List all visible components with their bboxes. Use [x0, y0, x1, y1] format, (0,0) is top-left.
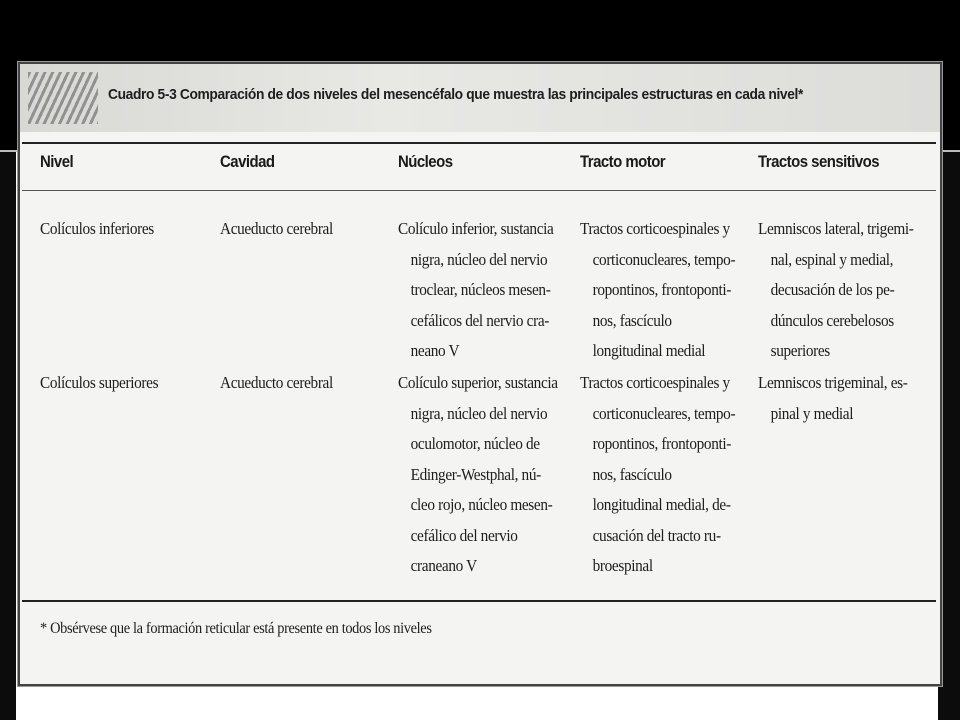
row2-nivel — [40, 368, 171, 399]
header-rule — [22, 190, 936, 191]
row2-nucleos-line: oculomotor, núcleo de — [410, 434, 540, 453]
row1-tractos-sensitivos — [758, 214, 936, 367]
row1-tractos-sensitivos-line: superiores — [770, 341, 830, 360]
row2-tractos-sensitivos-line: pinal y medial — [770, 403, 854, 423]
slide-rule-left — [0, 150, 20, 152]
row1-tractos-sensitivos-line: decusación de los pe- — [770, 280, 895, 299]
row2-nucleos-line: nigra, núcleo del nervio — [410, 403, 548, 423]
row2-nucleos-line: Colículo superior, sustancia — [398, 373, 558, 392]
row2-tracto-motor-line: broespinal — [592, 556, 653, 575]
row1-nucleos — [398, 214, 576, 367]
row1-nucleos-line: Colículo inferior, sustancia — [398, 219, 554, 238]
row2-nucleos-line: cleo rojo, núcleo mesen- — [410, 495, 553, 514]
slide-left-bar — [0, 150, 16, 720]
row1-tractos-sensitivos-line: Lemniscos lateral, trigemi- — [758, 219, 914, 238]
row2-tracto-motor — [580, 368, 758, 582]
header-tracto-motor: Tracto motor — [580, 152, 666, 171]
table-top-rule — [22, 142, 936, 144]
header-cavidad: Cavidad — [220, 152, 275, 171]
row2-cavidad-text: Acueducto cerebral — [220, 373, 333, 392]
row1-nivel — [40, 214, 167, 245]
footnote: * Obsérvese que la formación reticular está presente en todos los niveles — [40, 620, 432, 637]
scanned-table-image — [18, 62, 942, 686]
row1-tracto-motor-line: Tractos corticoespinales y — [580, 219, 730, 238]
row2-tracto-motor-line: Tractos corticoespinales y — [580, 373, 730, 392]
row1-tracto-motor-line: corticonucleares, tempo- — [592, 249, 736, 269]
row2-nucleos-line: craneano V — [410, 556, 477, 575]
row1-tracto-motor — [580, 214, 758, 367]
row2-nucleos-line: cefálico del nervio — [410, 525, 518, 545]
row1-tractos-sensitivos-line: dúnculos cerebelosos — [770, 310, 894, 330]
row1-tractos-sensitivos-line: nal, espinal y medial, — [770, 249, 894, 269]
row2-tracto-motor-line: ropontinos, frontoponti- — [592, 434, 732, 453]
row1-nucleos-line: troclear, núcleos mesen- — [410, 280, 551, 299]
row2-tracto-motor-line: nos, fascículo — [592, 464, 672, 484]
row1-tracto-motor-line: longitudinal medial — [592, 341, 706, 360]
row1-nivel-text: Colículos inferiores — [40, 219, 154, 238]
row2-tractos-sensitivos — [758, 368, 936, 429]
header-nivel: Nivel — [40, 152, 74, 171]
row2-nucleos-line: Edinger-Westphal, nú- — [410, 464, 541, 484]
row2-tracto-motor-line: cusación del tracto ru- — [592, 525, 721, 545]
row1-cavidad-text: Acueducto cerebral — [220, 219, 333, 238]
table-caption: Cuadro 5-3 Comparación de dos niveles del mesencéfalo que muestra las principales estructuras en cada nivel* — [108, 86, 804, 103]
row2-tracto-motor-line: corticonucleares, tempo- — [592, 403, 736, 423]
decorative-stripes — [28, 72, 98, 124]
row2-tracto-motor-line: longitudinal medial, de- — [592, 495, 731, 514]
row2-nivel-text: Colículos superiores — [40, 373, 159, 392]
table-bottom-rule — [22, 600, 936, 602]
row1-nucleos-line: neano V — [410, 341, 460, 360]
row1-cavidad — [220, 214, 345, 245]
row2-tractos-sensitivos-line: Lemniscos trigeminal, es- — [758, 373, 908, 392]
header-nucleos: Núcleos — [398, 152, 453, 171]
row1-tracto-motor-line: ropontinos, frontoponti- — [592, 280, 732, 299]
header-tractos-sensitivos: Tractos sensitivos — [758, 152, 880, 171]
row1-tracto-motor-line: nos, fascículo — [592, 310, 672, 330]
row1-nucleos-line: cefálicos del nervio cra- — [410, 310, 550, 330]
row2-nucleos — [398, 368, 576, 582]
row1-nucleos-line: nigra, núcleo del nervio — [410, 249, 548, 269]
row2-cavidad — [220, 368, 345, 399]
